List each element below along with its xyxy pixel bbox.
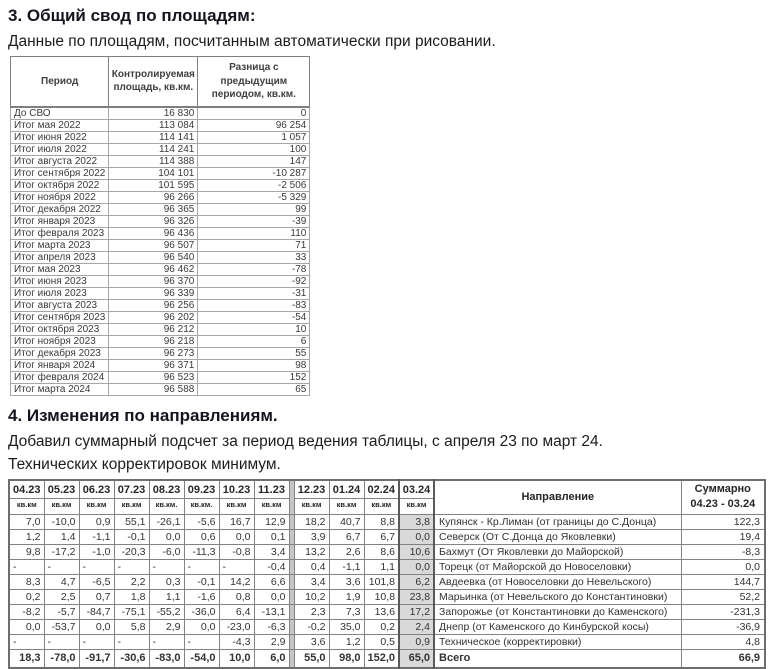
value-cell: 7,3: [329, 604, 364, 619]
value-cell: -84,7: [79, 604, 114, 619]
direction-row: [9, 589, 765, 604]
value-cell: 9,8: [9, 544, 44, 559]
period-row: [11, 155, 310, 167]
value-cell: 17,2: [399, 604, 434, 619]
value-cell: -: [149, 559, 184, 574]
period-cell: Итог ноября 2023: [11, 335, 109, 347]
value-cell: 10,0: [219, 649, 254, 668]
period-row: [11, 323, 310, 335]
direction-cell: Днепр (от Каменского до Кинбурской косы): [434, 619, 681, 634]
value-cell: 16,7: [219, 514, 254, 529]
period-cell: Итог декабря 2022: [11, 203, 109, 215]
area-cell: 96 588: [109, 383, 198, 395]
area-cell: 96 339: [109, 287, 198, 299]
value-cell: 1,8: [114, 589, 149, 604]
value-cell: -83,0: [149, 649, 184, 668]
period-cell: Итог сентября 2022: [11, 167, 109, 179]
areas-table-body: [11, 107, 310, 396]
diff-cell: 100: [198, 143, 310, 155]
diff-cell: 10: [198, 323, 310, 335]
value-cell: 98,0: [329, 649, 364, 668]
value-cell: 2,4: [399, 619, 434, 634]
section3-heading: 3. Общий свод по площадям:: [8, 6, 256, 25]
value-cell: 0,2: [364, 619, 399, 634]
value-cell: 35,0: [329, 619, 364, 634]
value-cell: -13,1: [254, 604, 289, 619]
value-cell: -: [44, 559, 79, 574]
sum-cell: -8,3: [681, 544, 765, 559]
unit-header: кв.км: [219, 498, 254, 514]
diff-cell: 65: [198, 383, 310, 395]
value-cell: -1,6: [184, 589, 219, 604]
month-header: 08.23: [149, 480, 184, 499]
period-cell: Итог января 2024: [11, 359, 109, 371]
value-cell: 0,8: [219, 589, 254, 604]
direction-header: Направление: [434, 480, 681, 515]
sum-header: [681, 480, 765, 515]
value-cell: -30,6: [114, 649, 149, 668]
sum-header-line2: 04.23 - 03.24: [690, 498, 756, 510]
value-cell: 14,2: [219, 574, 254, 589]
month-header: 05.23: [44, 480, 79, 499]
value-cell: 2,9: [149, 619, 184, 634]
month-header: 04.23: [9, 480, 44, 499]
value-cell: 0,9: [399, 634, 434, 649]
value-cell: 10,6: [399, 544, 434, 559]
directions-table: [8, 479, 766, 669]
area-cell: 101 595: [109, 179, 198, 191]
unit-header: кв.км: [364, 498, 399, 514]
direction-row: [9, 604, 765, 619]
directions-table-body: [9, 514, 765, 668]
diff-cell: 98: [198, 359, 310, 371]
period-cell: Итог июня 2023: [11, 275, 109, 287]
diff-cell: 110: [198, 227, 310, 239]
value-cell: 0,1: [254, 529, 289, 544]
value-cell: -1,1: [329, 559, 364, 574]
sum-cell: 52,2: [681, 589, 765, 604]
value-cell: 10,8: [364, 589, 399, 604]
value-cell: -0,8: [219, 544, 254, 559]
direction-cell: Купянск - Кр.Лиман (от границы до С.Донца): [434, 514, 681, 529]
value-cell: 0,7: [79, 589, 114, 604]
value-cell: -75,1: [114, 604, 149, 619]
value-cell: 0,0: [219, 529, 254, 544]
diff-cell: 55: [198, 347, 310, 359]
value-cell: -: [79, 634, 114, 649]
direction-row: [9, 514, 765, 529]
period-row: [11, 347, 310, 359]
value-cell: -: [9, 559, 44, 574]
value-cell: -: [184, 634, 219, 649]
period-row: [11, 107, 310, 120]
period-cell: Итог июля 2023: [11, 287, 109, 299]
value-cell: 6,6: [254, 574, 289, 589]
direction-row: [9, 619, 765, 634]
diff-cell: -5 329: [198, 191, 310, 203]
month-header: 06.23: [79, 480, 114, 499]
area-cell: 96 266: [109, 191, 198, 203]
diff-cell: 147: [198, 155, 310, 167]
diff-cell: 71: [198, 239, 310, 251]
value-cell: 23,8: [399, 589, 434, 604]
area-cell: 96 326: [109, 215, 198, 227]
diff-cell: -54: [198, 311, 310, 323]
value-cell: 5,8: [114, 619, 149, 634]
value-cell: -54,0: [184, 649, 219, 668]
value-cell: 1,4: [44, 529, 79, 544]
period-row: [11, 143, 310, 155]
direction-row: [9, 559, 765, 574]
value-cell: 101,8: [364, 574, 399, 589]
value-cell: 3,4: [294, 574, 329, 589]
month-header: 11.23: [254, 480, 289, 499]
value-cell: 0,0: [149, 529, 184, 544]
value-cell: 0,9: [79, 514, 114, 529]
value-cell: -6,3: [254, 619, 289, 634]
diff-cell: 0: [198, 107, 310, 120]
month-header: 01.24: [329, 480, 364, 499]
area-cell: 114 388: [109, 155, 198, 167]
value-cell: -1,0: [79, 544, 114, 559]
value-cell: 10,2: [294, 589, 329, 604]
area-cell: 96 507: [109, 239, 198, 251]
value-cell: 1,2: [9, 529, 44, 544]
value-cell: 13,6: [364, 604, 399, 619]
area-cell: 16 830: [109, 107, 198, 120]
value-cell: -5,7: [44, 604, 79, 619]
direction-row: [9, 544, 765, 559]
diff-cell: -31: [198, 287, 310, 299]
column-header: Разница с предыдущим периодом, кв.км.: [198, 57, 310, 107]
sum-cell: 19,4: [681, 529, 765, 544]
period-row: [11, 191, 310, 203]
sum-cell: 144,7: [681, 574, 765, 589]
unit-header: кв.км.: [184, 498, 219, 514]
value-cell: 2,3: [294, 604, 329, 619]
unit-header: кв.км: [44, 498, 79, 514]
section3-subtitle: Данные по площадям, посчитанным автоматически при рисовании.: [8, 33, 496, 50]
value-cell: 6,4: [219, 604, 254, 619]
value-cell: 0,0: [184, 619, 219, 634]
period-row: [11, 311, 310, 323]
unit-header: кв.км: [9, 498, 44, 514]
value-cell: 0,3: [149, 574, 184, 589]
period-cell: Итог февраля 2023: [11, 227, 109, 239]
value-cell: 1,1: [364, 559, 399, 574]
unit-header: кв.км.: [149, 498, 184, 514]
value-cell: 65,0: [399, 649, 434, 668]
value-cell: -: [79, 559, 114, 574]
period-row: [11, 263, 310, 275]
sum-header-line1: Суммарно: [694, 483, 751, 496]
column-header: Контролируемая площадь, кв.км.: [109, 57, 198, 107]
value-cell: -0,1: [114, 529, 149, 544]
period-row: [11, 227, 310, 239]
area-cell: 104 101: [109, 167, 198, 179]
value-cell: -17,2: [44, 544, 79, 559]
period-row: [11, 359, 310, 371]
diff-cell: 99: [198, 203, 310, 215]
period-cell: Итог марта 2024: [11, 383, 109, 395]
header-row: [11, 57, 310, 107]
directions-table-header: [9, 480, 765, 515]
value-cell: -: [184, 559, 219, 574]
value-cell: 13,2: [294, 544, 329, 559]
value-cell: 8,8: [364, 514, 399, 529]
value-cell: 8,6: [364, 544, 399, 559]
value-cell: 6,7: [329, 529, 364, 544]
area-cell: 96 365: [109, 203, 198, 215]
value-cell: -91,7: [79, 649, 114, 668]
period-row: [11, 239, 310, 251]
direction-cell: Запорожье (от Константиновки до Каменского): [434, 604, 681, 619]
period-cell: Итог мая 2022: [11, 119, 109, 131]
sum-cell: 0,0: [681, 559, 765, 574]
value-cell: -1,1: [79, 529, 114, 544]
diff-cell: 33: [198, 251, 310, 263]
value-cell: 7,0: [9, 514, 44, 529]
period-row: [11, 371, 310, 383]
value-cell: -0,2: [294, 619, 329, 634]
area-cell: 96 462: [109, 263, 198, 275]
period-cell: Итог марта 2023: [11, 239, 109, 251]
sum-cell: -36,9: [681, 619, 765, 634]
month-header: 02.24: [364, 480, 399, 499]
value-cell: -6,0: [149, 544, 184, 559]
period-row: [11, 131, 310, 143]
area-cell: 96 218: [109, 335, 198, 347]
area-cell: 96 540: [109, 251, 198, 263]
value-cell: -: [114, 634, 149, 649]
value-cell: 3,4: [254, 544, 289, 559]
column-header: Период: [11, 57, 109, 107]
month-header-row: [9, 480, 765, 499]
value-cell: 18,3: [9, 649, 44, 668]
value-cell: 2,2: [114, 574, 149, 589]
period-row: [11, 275, 310, 287]
period-row: [11, 119, 310, 131]
value-cell: -26,1: [149, 514, 184, 529]
value-cell: -5,6: [184, 514, 219, 529]
unit-header: кв.км: [114, 498, 149, 514]
value-cell: 0,6: [184, 529, 219, 544]
month-header: 12.23: [294, 480, 329, 499]
sum-cell: -231,3: [681, 604, 765, 619]
area-cell: 96 523: [109, 371, 198, 383]
value-cell: 3,6: [329, 574, 364, 589]
unit-header: кв.км: [254, 498, 289, 514]
value-cell: 1,2: [329, 634, 364, 649]
diff-cell: 1 057: [198, 131, 310, 143]
diff-cell: -92: [198, 275, 310, 287]
direction-row: [9, 529, 765, 544]
diff-cell: -83: [198, 299, 310, 311]
period-cell: Итог декабря 2023: [11, 347, 109, 359]
direction-cell: Техническое (корректировки): [434, 634, 681, 649]
value-cell: 4,7: [44, 574, 79, 589]
value-cell: -: [219, 559, 254, 574]
period-row: [11, 335, 310, 347]
value-cell: 0,2: [9, 589, 44, 604]
period-cell: До СВО: [11, 107, 109, 120]
area-cell: 96 273: [109, 347, 198, 359]
period-row: [11, 299, 310, 311]
diff-cell: 6: [198, 335, 310, 347]
period-cell: Итог апреля 2023: [11, 251, 109, 263]
value-cell: 6,7: [364, 529, 399, 544]
value-cell: 0,4: [294, 559, 329, 574]
area-cell: 96 256: [109, 299, 198, 311]
direction-cell: Всего: [434, 649, 681, 668]
diff-cell: -78: [198, 263, 310, 275]
value-cell: 8,3: [9, 574, 44, 589]
value-cell: -: [149, 634, 184, 649]
value-cell: -11,3: [184, 544, 219, 559]
areas-summary-table: [10, 56, 310, 396]
unit-header: кв.км: [79, 498, 114, 514]
month-header: 09.23: [184, 480, 219, 499]
value-cell: -8,2: [9, 604, 44, 619]
direction-cell: Авдеевка (от Новоселовки до Невельского): [434, 574, 681, 589]
period-cell: Итог октября 2023: [11, 323, 109, 335]
period-row: [11, 383, 310, 395]
unit-header: кв.км: [399, 498, 434, 514]
value-cell: 18,2: [294, 514, 329, 529]
value-cell: 3,9: [294, 529, 329, 544]
value-cell: 1,9: [329, 589, 364, 604]
period-cell: Итог августа 2023: [11, 299, 109, 311]
value-cell: -23,0: [219, 619, 254, 634]
value-cell: -: [9, 634, 44, 649]
month-header: 10.23: [219, 480, 254, 499]
unit-header: кв.км: [294, 498, 329, 514]
value-cell: 2,6: [329, 544, 364, 559]
direction-cell: Торецк (от Майорской до Новоселовки): [434, 559, 681, 574]
value-cell: -20,3: [114, 544, 149, 559]
area-cell: 114 241: [109, 143, 198, 155]
value-cell: 3,6: [294, 634, 329, 649]
sum-cell: 66,9: [681, 649, 765, 668]
period-cell: Итог сентября 2023: [11, 311, 109, 323]
value-cell: -6,5: [79, 574, 114, 589]
area-cell: 96 436: [109, 227, 198, 239]
area-cell: 114 141: [109, 131, 198, 143]
period-cell: Итог января 2023: [11, 215, 109, 227]
value-cell: 3,8: [399, 514, 434, 529]
period-row: [11, 215, 310, 227]
value-cell: -10,0: [44, 514, 79, 529]
value-cell: -53,7: [44, 619, 79, 634]
diff-cell: 96 254: [198, 119, 310, 131]
area-cell: 96 202: [109, 311, 198, 323]
period-row: [11, 287, 310, 299]
value-cell: 0,0: [399, 559, 434, 574]
period-cell: Итог июля 2022: [11, 143, 109, 155]
unit-header: кв.км: [329, 498, 364, 514]
direction-row: [9, 634, 765, 649]
value-cell: -36,0: [184, 604, 219, 619]
diff-cell: -10 287: [198, 167, 310, 179]
value-cell: 12,9: [254, 514, 289, 529]
total-row: [9, 649, 765, 668]
direction-cell: Северск (От С.Донца до Яковлевки): [434, 529, 681, 544]
diff-cell: -39: [198, 215, 310, 227]
value-cell: -4,3: [219, 634, 254, 649]
value-cell: 0,5: [364, 634, 399, 649]
value-cell: 0,0: [399, 529, 434, 544]
value-cell: 2,9: [254, 634, 289, 649]
direction-row: [9, 574, 765, 589]
value-cell: -: [44, 634, 79, 649]
value-cell: -55,2: [149, 604, 184, 619]
value-cell: -78,0: [44, 649, 79, 668]
value-cell: 0,0: [254, 589, 289, 604]
area-cell: 96 212: [109, 323, 198, 335]
value-cell: 0,0: [79, 619, 114, 634]
section4-line1: Добавил суммарный подсчет за период ведения таблицы, с апреля 23 по март 24.: [8, 432, 603, 450]
period-cell: Итог февраля 2024: [11, 371, 109, 383]
period-cell: Итог мая 2023: [11, 263, 109, 275]
value-cell: -0,1: [184, 574, 219, 589]
value-cell: 40,7: [329, 514, 364, 529]
period-row: [11, 179, 310, 191]
value-cell: 6,0: [254, 649, 289, 668]
section4-line2: Технических корректировок минимум.: [8, 455, 281, 473]
value-cell: 1,1: [149, 589, 184, 604]
area-cell: 96 370: [109, 275, 198, 287]
value-cell: 2,5: [44, 589, 79, 604]
direction-cell: Марьинка (от Невельского до Константиновки): [434, 589, 681, 604]
period-cell: Итог октября 2022: [11, 179, 109, 191]
period-row: [11, 203, 310, 215]
period-cell: Итог июня 2022: [11, 131, 109, 143]
area-cell: 113 084: [109, 119, 198, 131]
diff-cell: 152: [198, 371, 310, 383]
period-cell: Итог августа 2022: [11, 155, 109, 167]
value-cell: 55,0: [294, 649, 329, 668]
month-header: 03.24: [399, 480, 434, 499]
value-cell: 55,1: [114, 514, 149, 529]
diff-cell: -2 506: [198, 179, 310, 191]
period-row: [11, 251, 310, 263]
sum-cell: 122,3: [681, 514, 765, 529]
value-cell: -0,4: [254, 559, 289, 574]
value-cell: -: [114, 559, 149, 574]
sum-cell: 4,8: [681, 634, 765, 649]
value-cell: 6,2: [399, 574, 434, 589]
period-row: [11, 167, 310, 179]
value-cell: 0,0: [9, 619, 44, 634]
areas-table-header: [11, 57, 310, 107]
month-header: 07.23: [114, 480, 149, 499]
section4-heading: 4. Изменения по направлениям.: [8, 405, 278, 425]
area-cell: 96 371: [109, 359, 198, 371]
direction-cell: Бахмут (От Яковлевки до Майорской): [434, 544, 681, 559]
value-cell: 152,0: [364, 649, 399, 668]
period-cell: Итог ноября 2022: [11, 191, 109, 203]
